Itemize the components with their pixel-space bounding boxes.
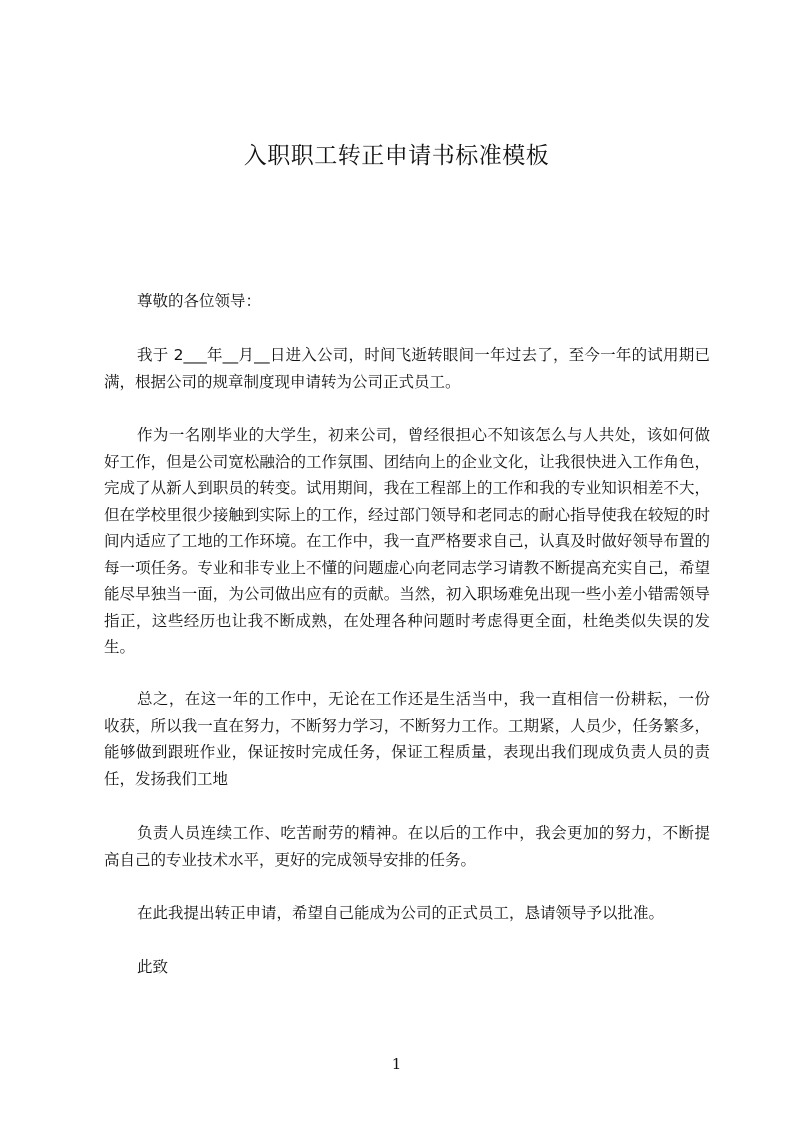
paragraph-request: 在此我提出转正申请，希望自己能成为公司的正式员工，恳请领导予以批准。	[137, 904, 665, 922]
paragraph-future-commitment: 负责人员连续工作、吃苦耐劳的精神。在以后的工作中，我会更加的努力，不断提高自己的专业技术水平，更好的完成领导安排的任务。	[104, 824, 710, 869]
page-number: 1	[391, 1055, 402, 1073]
document-title: 入职职工转正申请书标准模板	[243, 143, 550, 169]
closing: 此致	[137, 958, 169, 976]
salutation: 尊敬的各位领导：	[137, 292, 262, 310]
paragraph-summary: 总之，在这一年的工作中，无论在工作还是生活当中，我一直相信一份耕耘，一份收获，所以我一直在努力，不断努力学习，不断努力工作。工期紧，人员少，任务繁多，能够做到跟班作业，保证按时完成任务，保证工程质量，表现出我们现成负责人员的责任，发扬我们工地	[104, 690, 710, 788]
paragraph-entry-date: 我于 2___年__月__日进入公司，时间飞逝转眼间一年过去了，至今一年的试用期已满，根据公司的规章制度现申请转为公司正式员工。	[104, 346, 710, 391]
paragraph-work-experience: 作为一名刚毕业的大学生，初来公司，曾经很担心不知该怎么与人共处，该如何做好工作，但是公司宽松融洽的工作氛围、团结向上的企业文化，让我很快进入工作角色，完成了从新人到职员的转变。试用期间，我在工程部上的工作和我的专业知识相差不大，但在学校里很少接触到实际上的工作，经过部门领导和老同志的耐心指导使我在较短的时间内适应了工地的工作环境。在工作中，我一直严格要求自己，认真及时做好领导布置的每一项任务。专业和非专业上不懂的问题虚心向老同志学习请教不断提高充实自己，希望能尽早独当一面，为公司做出应有的贡献。当然，初入职场难免出现一些小差小错需领导指正，这些经历也让我不断成熟，在处理各种问题时考虑得更全面，杜绝类似失误的发生。	[104, 426, 710, 656]
